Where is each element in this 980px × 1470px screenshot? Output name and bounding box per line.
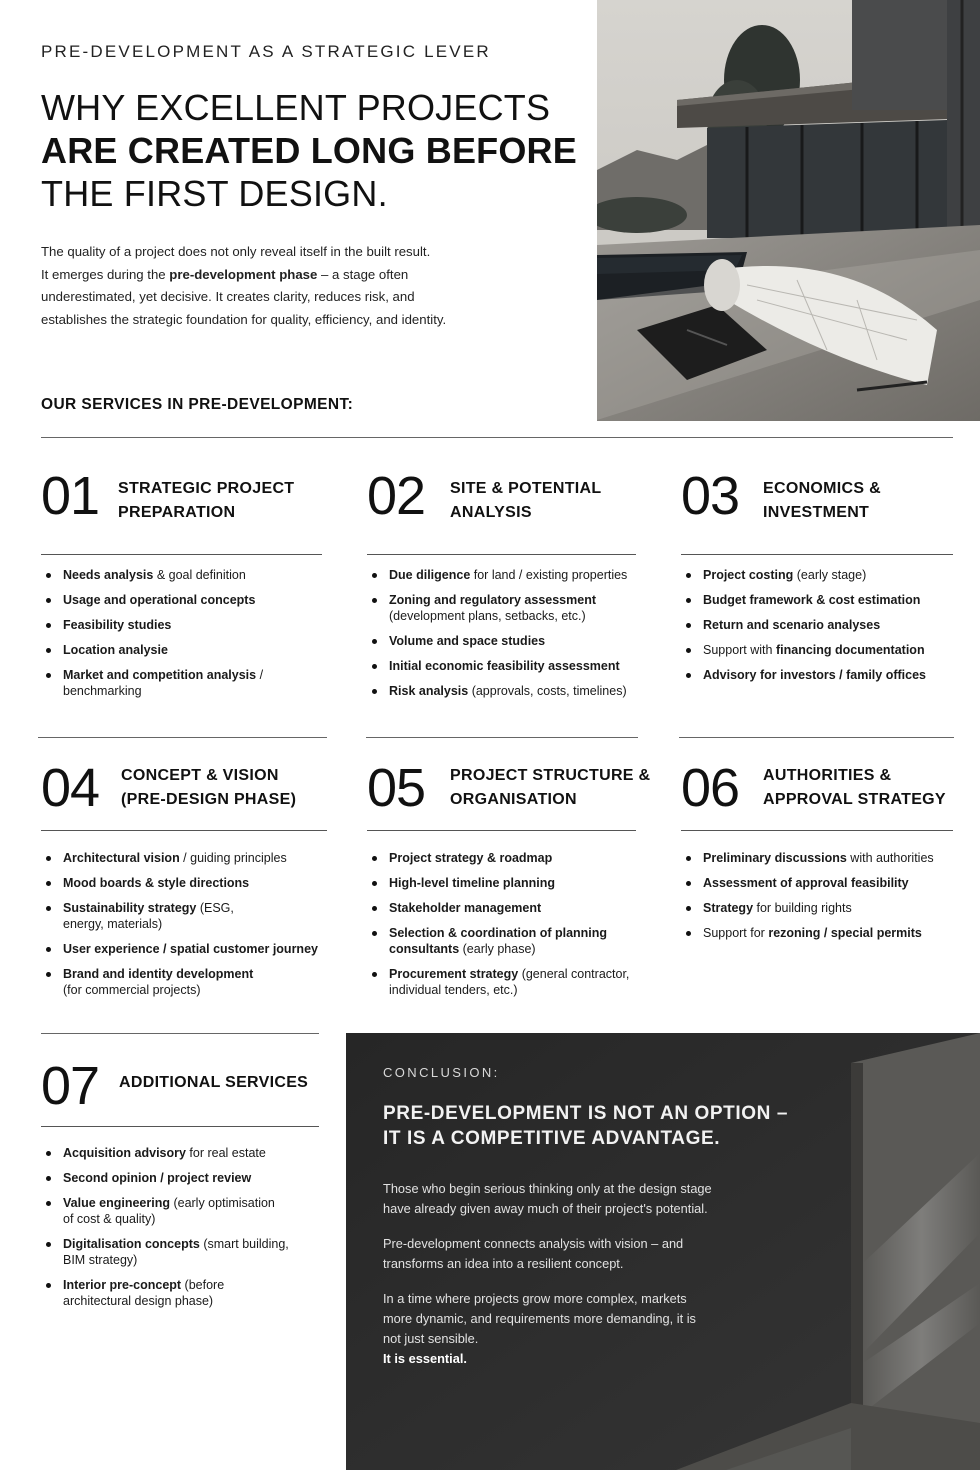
intro-sentence-1: The quality of a project does not only reveal itself in the built result.	[41, 244, 431, 259]
services-heading: OUR SERVICES IN PRE-DEVELOPMENT:	[41, 396, 354, 413]
service-divider	[681, 554, 953, 555]
hero-photo	[597, 0, 980, 421]
service-card-03	[681, 468, 956, 718]
list-item: Mood boards & style directions	[45, 875, 330, 891]
service-card-05	[367, 758, 651, 1010]
conclusion-emphasis: It is essential.	[383, 1351, 467, 1366]
list-item: Stakeholder management	[371, 900, 633, 916]
service-title	[118, 477, 294, 525]
service-list	[371, 567, 639, 708]
service-title-line-2: ORGANISATION	[450, 791, 577, 808]
service-title	[119, 1071, 308, 1095]
list-item: Risk analysis (approvals, costs, timelines)	[371, 683, 639, 699]
service-divider	[41, 554, 322, 555]
service-title-line-1: CONCEPT & VISION	[121, 767, 279, 784]
list-item: Project strategy & roadmap	[371, 850, 633, 866]
conclusion-body	[383, 1179, 713, 1384]
list-item: Sustainability strategy (ESG, energy, materials)	[45, 900, 275, 932]
conclusion-panel	[346, 1033, 980, 1470]
list-item: Support with financing documentation	[685, 642, 955, 658]
headline-line-1: WHY EXCELLENT PROJECTS	[41, 87, 551, 128]
service-card-01	[41, 468, 323, 718]
page-headline	[41, 86, 577, 215]
service-card-07	[41, 1058, 326, 1318]
intro-sentence-2a: It emerges during the	[41, 266, 170, 282]
service-title	[450, 764, 650, 812]
service-card-02	[367, 468, 637, 718]
list-item: Needs analysis & goal definition	[45, 567, 305, 583]
service-title-line-1: AUTHORITIES &	[763, 767, 892, 784]
conclusion-eyebrow: CONCLUSION:	[383, 1065, 500, 1080]
eyebrow-label: PRE-DEVELOPMENT AS A STRATEGIC LEVER	[41, 42, 491, 61]
service-list	[45, 850, 330, 1007]
service-divider	[681, 830, 953, 831]
list-item: Acquisition advisory for real estate	[45, 1145, 295, 1161]
conclusion-paragraph: Pre-development connects analysis with vision – and transforms an idea into a resilient concept.	[383, 1236, 684, 1271]
service-title-line-2: (PRE-DESIGN PHASE)	[121, 791, 297, 808]
card-top-rule	[38, 737, 327, 738]
conclusion-title	[383, 1101, 788, 1151]
service-title-line-2: PREPARATION	[118, 504, 236, 521]
list-item: Architectural vision / guiding principles	[45, 850, 330, 866]
service-number: 01	[41, 466, 100, 526]
villa-illustration	[597, 0, 980, 421]
list-item: User experience / spatial customer journey	[45, 941, 330, 957]
card-top-rule	[41, 1033, 319, 1034]
list-item: Initial economic feasibility assessment	[371, 658, 639, 674]
list-item: Second opinion / project review	[45, 1170, 295, 1186]
list-item: Budget framework & cost estimation	[685, 592, 955, 608]
service-list	[45, 1145, 295, 1318]
conclusion-paragraph: Those who begin serious thinking only at the design stage have already given away much of their project's potential.	[383, 1181, 712, 1216]
service-list	[45, 567, 305, 708]
card-top-rule	[366, 737, 638, 738]
list-item: High-level timeline planning	[371, 875, 633, 891]
intro-emphasis: pre-development phase	[169, 266, 318, 282]
service-title	[450, 477, 601, 525]
service-title-line-2: APPROVAL STRATEGY	[763, 791, 946, 808]
conclusion-title-line-2: IT IS A COMPETITIVE ADVANTAGE.	[383, 1128, 721, 1149]
list-item: Due diligence for land / existing properties	[371, 567, 639, 583]
list-item: Assessment of approval feasibility	[685, 875, 955, 891]
list-item: Market and competition analysis / benchmarking	[45, 667, 305, 699]
list-item: Support for rezoning / special permits	[685, 925, 955, 941]
list-item: Preliminary discussions with authorities	[685, 850, 955, 866]
list-item: Location analysie	[45, 642, 305, 658]
list-item: Project costing (early stage)	[685, 567, 955, 583]
service-title-line-1: ADDITIONAL SERVICES	[119, 1074, 309, 1091]
service-title-line-1: SITE & POTENTIAL	[450, 480, 602, 497]
service-divider	[367, 554, 636, 555]
list-item: Value engineering (early optimisation of cost & quality)	[45, 1195, 280, 1227]
service-number: 06	[681, 758, 740, 818]
service-number: 02	[367, 466, 426, 526]
service-list	[685, 567, 955, 692]
service-number: 04	[41, 758, 100, 818]
service-number: 03	[681, 466, 740, 526]
service-title-line-1: PROJECT STRUCTURE &	[450, 767, 651, 784]
service-number: 05	[367, 758, 426, 818]
conclusion-title-line-1: PRE-DEVELOPMENT IS NOT AN OPTION –	[383, 1103, 789, 1124]
list-item: Procurement strategy (general contractor, individual tenders, etc.)	[371, 966, 633, 998]
service-card-06	[681, 760, 956, 1010]
intro-paragraph	[41, 241, 481, 332]
service-title-line-1: ECONOMICS &	[763, 480, 881, 497]
service-title-line-1: STRATEGIC PROJECT	[118, 480, 295, 497]
list-item: Zoning and regulatory assessment (development plans, setbacks, etc.)	[371, 592, 639, 624]
service-list	[371, 850, 633, 1007]
headline-line-2: ARE CREATED LONG BEFORE	[41, 130, 577, 171]
service-divider	[41, 830, 327, 831]
service-divider	[41, 1126, 319, 1127]
service-title-line-2: ANALYSIS	[450, 504, 532, 521]
service-title	[121, 764, 296, 812]
list-item: Selection & coordination of planning consultants (early phase)	[371, 925, 633, 957]
list-item: Feasibility studies	[45, 617, 305, 633]
list-item: Brand and identity development (for commercial projects)	[45, 966, 265, 998]
intro-sentence-2c: – a stage often underestimated, yet decisive. It creates clarity, reduces risk, and establishes the strategic foundation for quality, efficiency, and identity.	[41, 266, 447, 328]
list-item: Interior pre-concept (before architectural design phase)	[45, 1277, 295, 1309]
list-item: Strategy for building rights	[685, 900, 955, 916]
list-item: Usage and operational concepts	[45, 592, 305, 608]
service-title	[763, 764, 946, 812]
conclusion-sentence: In a time where projects grow more complex, markets more dynamic, and requirements more demanding, it is not just sensible.	[383, 1291, 696, 1346]
service-list	[685, 850, 955, 950]
section-rule	[41, 437, 953, 438]
service-title-line-2: INVESTMENT	[763, 504, 870, 521]
list-item: Digitalisation concepts (smart building, BIM strategy)	[45, 1236, 290, 1268]
list-item: Return and scenario analyses	[685, 617, 955, 633]
service-card-04	[41, 760, 331, 1010]
service-title	[763, 477, 881, 525]
card-top-rule	[679, 737, 954, 738]
list-item: Advisory for investors / family offices	[685, 667, 955, 683]
conclusion-paragraph	[383, 1289, 713, 1369]
service-divider	[367, 830, 636, 831]
headline-line-3: THE FIRST DESIGN.	[41, 173, 388, 214]
list-item: Volume and space studies	[371, 633, 639, 649]
service-number: 07	[41, 1056, 100, 1116]
